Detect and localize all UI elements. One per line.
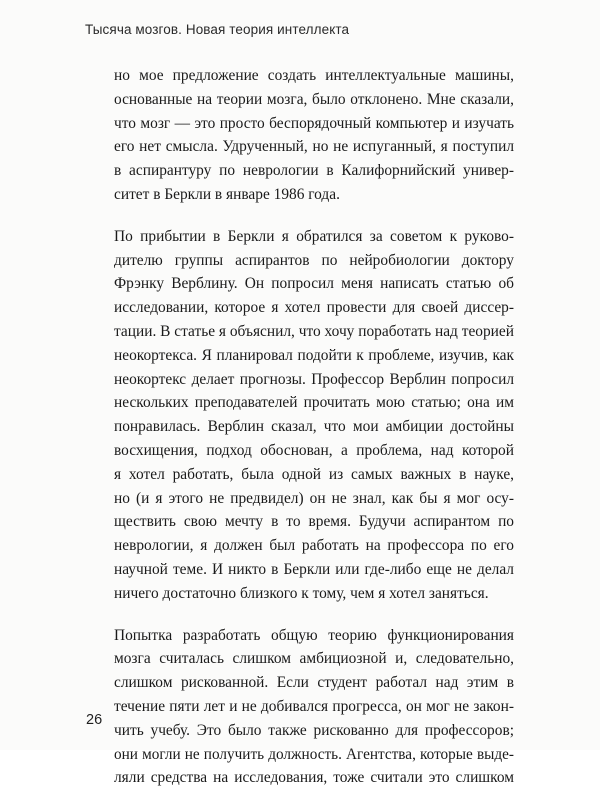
- text-line: тации. В статье я объяснил, что хочу поработать над теорией: [114, 322, 514, 340]
- paragraph-2: [114, 225, 514, 606]
- text-line: дителю группы аспирантов по нейробиологии доктору: [114, 251, 514, 269]
- text-line: мозга считалась слишком амбициозной и, следовательно,: [114, 650, 514, 668]
- paragraph-3: [114, 624, 514, 791]
- text-line: неврологии, я должен был работать на профессора по его: [114, 537, 514, 555]
- text-line: ничего достаточно близкого к тому, чем я хотел заняться.: [114, 584, 489, 602]
- text-line: в аспирантуру по неврологии в Калифорнийский универ-: [114, 162, 514, 180]
- text-line: исследовании, которое я хотел провести для своей диссер-: [114, 299, 514, 317]
- text-line: ситет в Беркли в январе 1986 года.: [114, 185, 340, 203]
- page-number: 26: [86, 712, 103, 728]
- text-line: понравилась. Верблин сказал, что мои амбиции достойны: [114, 418, 514, 436]
- body-text: [114, 64, 514, 808]
- text-line: слишком рискованной. Если студент работал над этим в: [114, 674, 514, 692]
- text-line: неокортекса. Я планировал подойти к проблеме, изучив, как: [114, 346, 514, 364]
- text-line: ляли средства на исследования, тоже считали это слишком: [114, 769, 514, 787]
- text-line: течение пяти лет и не добивался прогресса, он мог не закон-: [114, 697, 514, 715]
- text-line: что мозг — это просто беспорядочный компьютер и изучать: [114, 114, 514, 132]
- text-line: нескольких преподавателей прочитать мою статью; она им: [114, 394, 514, 412]
- text-line: но мое предложение создать интеллектуальные машины,: [114, 67, 514, 84]
- running-header: Тысяча мозгов. Новая теория интеллекта: [85, 22, 350, 37]
- text-line: неокортекс делает прогнозы. Профессор Верблин попросил: [114, 370, 514, 388]
- text-line: восхищения, подход обоснован, а проблема, над которой: [114, 441, 514, 459]
- text-line: Попытка разработать общую теорию функционирования: [114, 626, 514, 644]
- text-line: ществить свою мечту в то время. Будучи аспирантом по: [114, 513, 514, 531]
- text-line: но (и я этого не предвидел) он не знал, как бы я мог осу-: [114, 489, 514, 507]
- paragraph-1: [114, 64, 514, 207]
- text-line: Фрэнку Верблину. Он попросил меня написать статью об: [114, 275, 514, 293]
- text-line: По прибытии в Беркли я обратился за советом к руково-: [114, 227, 514, 245]
- text-line: научной теме. И никто в Беркли или где-либо еще не делал: [114, 560, 514, 578]
- text-line: его нет смысла. Удрученный, но не испуганный, я поступил: [114, 138, 514, 156]
- text-line: чить учебу. Это было также рискованно для профессоров;: [114, 721, 514, 739]
- text-line: они могли не получить должность. Агентства, которые выде-: [114, 745, 514, 763]
- text-line: я хотел работать, была одной из самых важных в науке,: [114, 465, 514, 483]
- text-line: основанные на теории мозга, было отклонено. Мне сказали,: [114, 90, 514, 108]
